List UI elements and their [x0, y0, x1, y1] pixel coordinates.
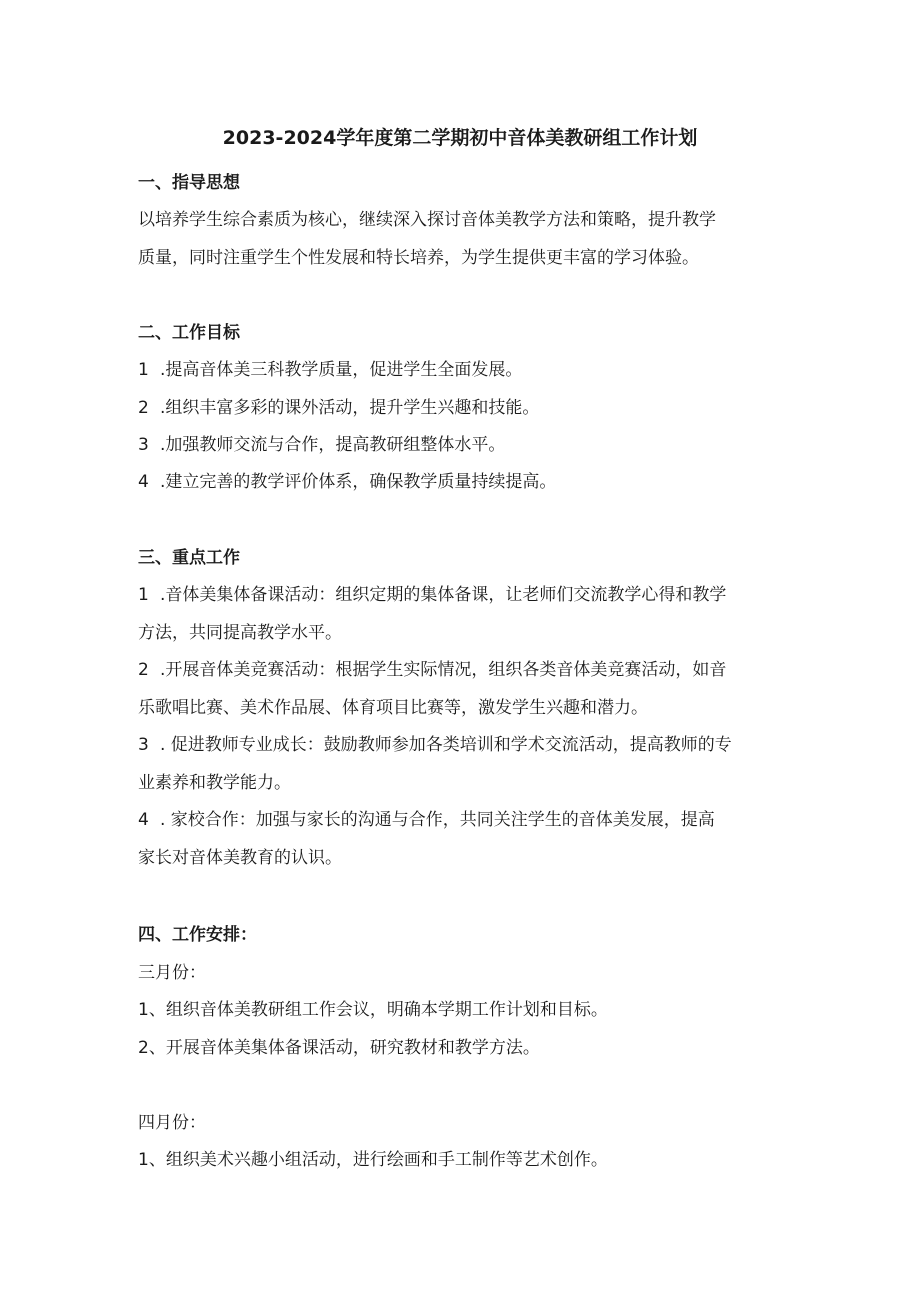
list-item-number: 1: [138, 360, 149, 380]
section-heading-work-schedule: 四、工作安排：: [138, 925, 257, 945]
list-item-text: .音体美集体备课活动：组织定期的集体备课，让老师们交流教学心得和教学: [160, 585, 727, 605]
list-item-text: .提高音体美三科教学质量，促进学生全面发展。: [160, 360, 523, 380]
list-item-number: 3: [138, 435, 149, 455]
list-item: [138, 357, 788, 383]
paragraph-line: 以培养学生综合素质为核心，继续深入探讨音体美教学方法和策略，提升教学: [138, 210, 716, 230]
document-title: 2023-2024学年度第二学期初中音体美教研组工作计划: [222, 127, 698, 149]
list-item-text: .组织丰富多彩的课外活动，提升学生兴趣和技能。: [160, 398, 540, 418]
list-item-text: .开展音体美竞赛活动：根据学生实际情况，组织各类音体美竞赛活动，如音: [160, 660, 727, 680]
list-item-number: 1: [138, 585, 149, 605]
list-item: [138, 582, 788, 608]
section-heading-key-work: 三、重点工作: [138, 548, 240, 568]
list-item-number: 3: [138, 735, 149, 755]
list-item: [138, 432, 788, 458]
month-label-april: 四月份：: [138, 1113, 206, 1133]
list-item: [138, 657, 788, 683]
list-item-continuation: 方法，共同提高教学水平。: [138, 623, 342, 643]
list-item-text: .建立完善的教学评价体系，确保教学质量持续提高。: [160, 472, 557, 492]
list-item-number: 2: [138, 660, 149, 680]
month-label-march: 三月份：: [138, 963, 206, 983]
list-item-number: 4: [138, 472, 149, 492]
list-item-text: .加强教师交流与合作，提高教研组整体水平。: [160, 435, 506, 455]
list-item-continuation: 乐歌唱比赛、美术作品展、体育项目比赛等，激发学生兴趣和潜力。: [138, 698, 648, 718]
schedule-item: 1、组织美术兴趣小组活动，进行绘画和手工制作等艺术创作。: [138, 1150, 608, 1170]
list-item-number: 2: [138, 398, 149, 418]
list-item-continuation: 家长对音体美教育的认识。: [138, 848, 342, 868]
schedule-item: 2、开展音体美集体备课活动，研究教材和教学方法。: [138, 1038, 540, 1058]
section-heading-guiding-thought: 一、指导思想: [138, 173, 240, 193]
schedule-item: 1、组织音体美教研组工作会议，明确本学期工作计划和目标。: [138, 1000, 608, 1020]
list-item: [138, 807, 788, 833]
list-item: [138, 732, 788, 758]
list-item-text: . 家校合作：加强与家长的沟通与合作，共同关注学生的音体美发展，提高: [160, 810, 715, 830]
list-item: [138, 469, 788, 495]
paragraph-line: 质量，同时注重学生个性发展和特长培养，为学生提供更丰富的学习体验。: [138, 248, 699, 268]
section-heading-work-goals: 二、工作目标: [138, 323, 240, 343]
list-item-text: . 促进教师专业成长：鼓励教师参加各类培训和学术交流活动，提高教师的专: [160, 735, 732, 755]
list-item-continuation: 业素养和教学能力。: [138, 773, 291, 793]
list-item: [138, 395, 788, 421]
list-item-number: 4: [138, 810, 149, 830]
